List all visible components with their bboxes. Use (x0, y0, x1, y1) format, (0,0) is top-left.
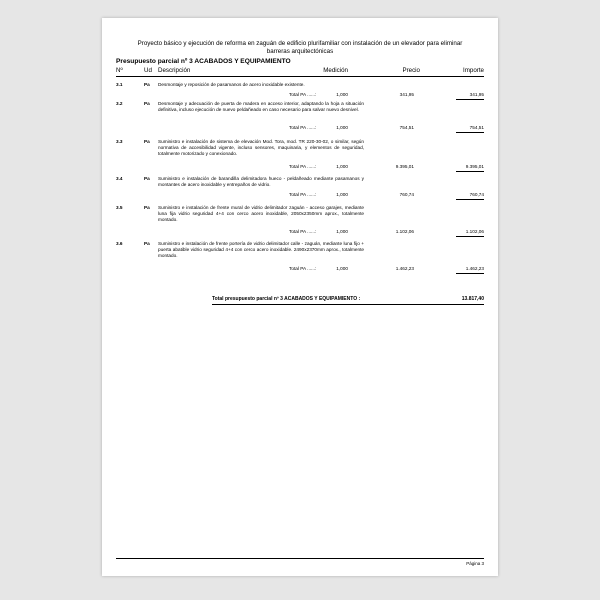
item-precio: 1.462,23 (395, 266, 414, 271)
item-number: 3.2 (116, 101, 123, 106)
item-total-row (116, 125, 484, 134)
item-precio: 9.395,01 (395, 164, 414, 169)
grand-total-underline (212, 304, 484, 305)
item-description: Suministro e instalación de sistema de elevación Mod. Tora, mod. TR 220-30-02, o similar, según normativa de accesibilidad vigente, incluso sensores, maquinaria, y elementos de seguridad, totalmente motorizado y conexionado. (158, 139, 364, 157)
item-number: 3.3 (116, 139, 123, 144)
column-header-importe: Importe (463, 67, 484, 74)
item-importe: 1.102,06 (465, 229, 484, 234)
item-description: Suministro e instalación de barandilla delimitadora hueco - peldañeado mediante pasamanos y montantes de acero inoxidable y entrepaños de vidrio. (158, 176, 364, 188)
item-precio: 754,51 (399, 125, 414, 130)
item-unit: Pa (144, 82, 150, 87)
item-total-row (116, 192, 484, 201)
item-medicion: 1,000 (336, 125, 348, 130)
item-total-label: Total PA ......: (289, 125, 317, 130)
item-total-label: Total PA ......: (289, 229, 317, 234)
footer-divider (116, 558, 484, 559)
section-title: Presupuesto parcial nº 3 ACABADOS Y EQUIPAMIENTO (116, 58, 291, 65)
item-importe-underline (456, 199, 484, 200)
item-total-label: Total PA ......: (289, 92, 317, 97)
item-description: Desmontaje y reposición de pasamanos de acero inoxidable existente. (158, 82, 305, 87)
item-importe-underline (456, 99, 484, 100)
item-importe-underline (456, 132, 484, 133)
item-importe: 760,74 (469, 192, 484, 197)
item-importe: 341,95 (469, 92, 484, 97)
item-total-row (116, 164, 484, 173)
item-unit: Pa (144, 205, 150, 210)
item-importe-underline (456, 236, 484, 237)
item-total-label: Total PA ......: (289, 266, 317, 271)
item-medicion: 1,000 (336, 192, 348, 197)
item-total-row (116, 229, 484, 238)
grand-total-row (116, 296, 484, 306)
column-header-description: Descripción (158, 67, 191, 74)
item-importe: 1.462,23 (465, 266, 484, 271)
item-importe-underline (456, 273, 484, 274)
item-description: Suministro e instalación de frente mural de vidrio delimitador zaguán - acceso garajes, mediante luna fija vidrio seguridad 4+4 con cerco acero inoxidable, 2050x2350mm aprox., totalmente montado. (158, 205, 364, 223)
document-title: Proyecto básico y ejecución de reforma en zaguán de edificio plurifamiliar con instalación de un elevador para eliminar barreras arquitectónicas (137, 40, 463, 55)
item-description: Suministro e instalación de frente portería de vidrio delimitador calle - zaguán, mediante luna fijo + puerta abatible vidrio seguridad 4+4 con cerco acero inoxidable. 2490x2370mm aprox., totalmente montado. (158, 241, 364, 259)
column-header-ud: Ud (144, 67, 152, 74)
item-importe: 754,51 (469, 125, 484, 130)
item-importe: 9.395,01 (465, 164, 484, 169)
item-medicion: 1,000 (336, 229, 348, 234)
item-medicion: 1,000 (336, 92, 348, 97)
item-number: 3.1 (116, 82, 123, 87)
item-unit: Pa (144, 241, 150, 246)
item-precio: 760,74 (399, 192, 414, 197)
item-medicion: 1,000 (336, 266, 348, 271)
column-header-precio: Precio (402, 67, 420, 74)
item-number: 3.4 (116, 176, 123, 181)
item-precio: 1.102,06 (395, 229, 414, 234)
item-total-row (116, 266, 484, 275)
item-unit: Pa (144, 176, 150, 181)
document-page (102, 18, 498, 576)
item-total-label: Total PA ......: (289, 192, 317, 197)
item-importe-underline (456, 171, 484, 172)
item-medicion: 1,000 (336, 164, 348, 169)
page-number: Página 3 (466, 561, 484, 566)
item-precio: 341,95 (399, 92, 414, 97)
column-header-num: Nº (116, 67, 123, 74)
item-unit: Pa (144, 139, 150, 144)
grand-total-value: 13.817,40 (461, 296, 484, 302)
item-total-row (116, 92, 484, 101)
column-header-medicion: Medición (323, 67, 348, 74)
item-unit: Pa (144, 101, 150, 106)
item-number: 3.5 (116, 205, 123, 210)
item-description: Desmontaje y adecuación de puerta de madera en acceso interior, adaptando la hoja a situación definitiva, incluso ejecución de nuevo peldañeado en caso necesario para salvar nuevo desnivel. (158, 101, 364, 113)
item-total-label: Total PA ......: (289, 164, 317, 169)
header-divider (116, 76, 484, 77)
grand-total-label: Total presupuesto parcial nº 3 ACABADOS Y EQUIPAMIENTO : (212, 296, 361, 302)
item-number: 3.6 (116, 241, 123, 246)
